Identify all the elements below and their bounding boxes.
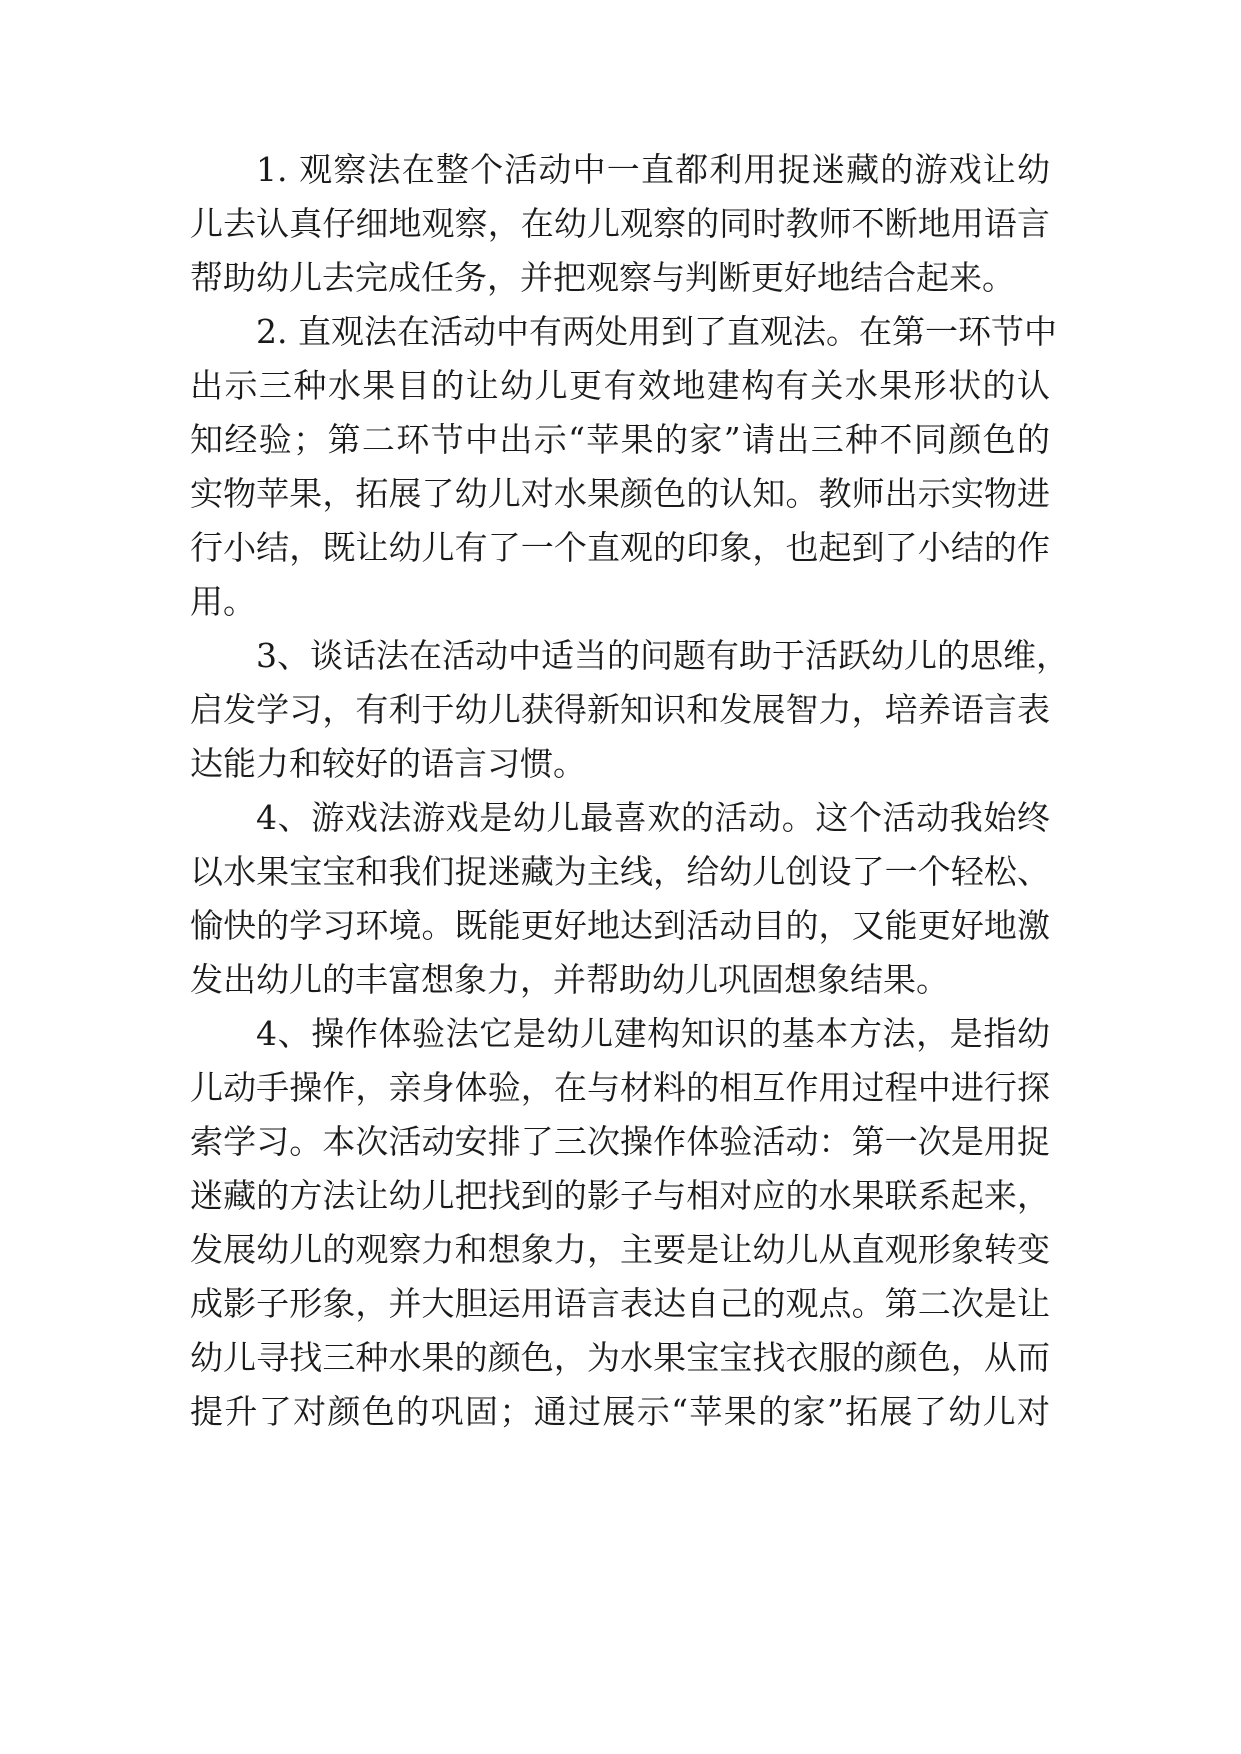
text-line: 4、游戏法游戏是幼儿最喜欢的活动。这个活动我始终: [256, 798, 1050, 837]
text-line: 启发学习，有利于幼儿获得新知识和发展智力，培养语言表: [190, 690, 1050, 729]
text-line: 发展幼儿的观察力和想象力，主要是让幼儿从直观形象转变: [190, 1230, 1050, 1269]
text-line: 提升了对颜色的巩固；通过展示“苹果的家”拓展了幼儿对: [190, 1392, 1050, 1431]
text-line: 以水果宝宝和我们捉迷藏为主线，给幼儿创设了一个轻松、: [190, 852, 1050, 891]
text-line: 实物苹果，拓展了幼儿对水果颜色的认知。教师出示实物进: [190, 474, 1050, 513]
text-line: 迷藏的方法让幼儿把找到的影子与相对应的水果联系起来，: [190, 1176, 1050, 1215]
text-line: 2. 直观法在活动中有两处用到了直观法。在第一环节中: [256, 312, 1057, 351]
text-line: 知经验；第二环节中出示“苹果的家”请出三种不同颜色的: [190, 420, 1050, 459]
text-line: 发出幼儿的丰富想象力，并帮助幼儿巩固想象结果。: [190, 960, 949, 999]
text-line: 用。: [190, 582, 256, 621]
text-line: 1. 观察法在整个活动中一直都利用捉迷藏的游戏让幼: [256, 150, 1050, 189]
text-line: 儿动手操作，亲身体验，在与材料的相互作用过程中进行探: [190, 1068, 1050, 1107]
text-line: 帮助幼儿去完成任务，并把观察与判断更好地结合起来。: [190, 258, 1015, 297]
text-line: 索学习。本次活动安排了三次操作体验活动：第一次是用捉: [190, 1122, 1050, 1161]
text-line: 达能力和较好的语言习惯。: [190, 744, 586, 783]
text-line: 愉快的学习环境。既能更好地达到活动目的，又能更好地激: [190, 906, 1050, 945]
text-line: 儿去认真仔细地观察，在幼儿观察的同时教师不断地用语言: [190, 204, 1050, 243]
text-line: 幼儿寻找三种水果的颜色，为水果宝宝找衣服的颜色，从而: [190, 1338, 1050, 1377]
text-line: 出示三种水果目的让幼儿更有效地建构有关水果形状的认: [190, 366, 1050, 405]
text-line: 成影子形象，并大胆运用语言表达自己的观点。第二次是让: [190, 1284, 1050, 1323]
text-line: 行小结，既让幼儿有了一个直观的印象，也起到了小结的作: [190, 528, 1050, 567]
text-line: 4、操作体验法它是幼儿建构知识的基本方法，是指幼: [256, 1014, 1050, 1053]
text-line: 3、谈话法在活动中适当的问题有助于活跃幼儿的思维，: [256, 636, 1069, 675]
